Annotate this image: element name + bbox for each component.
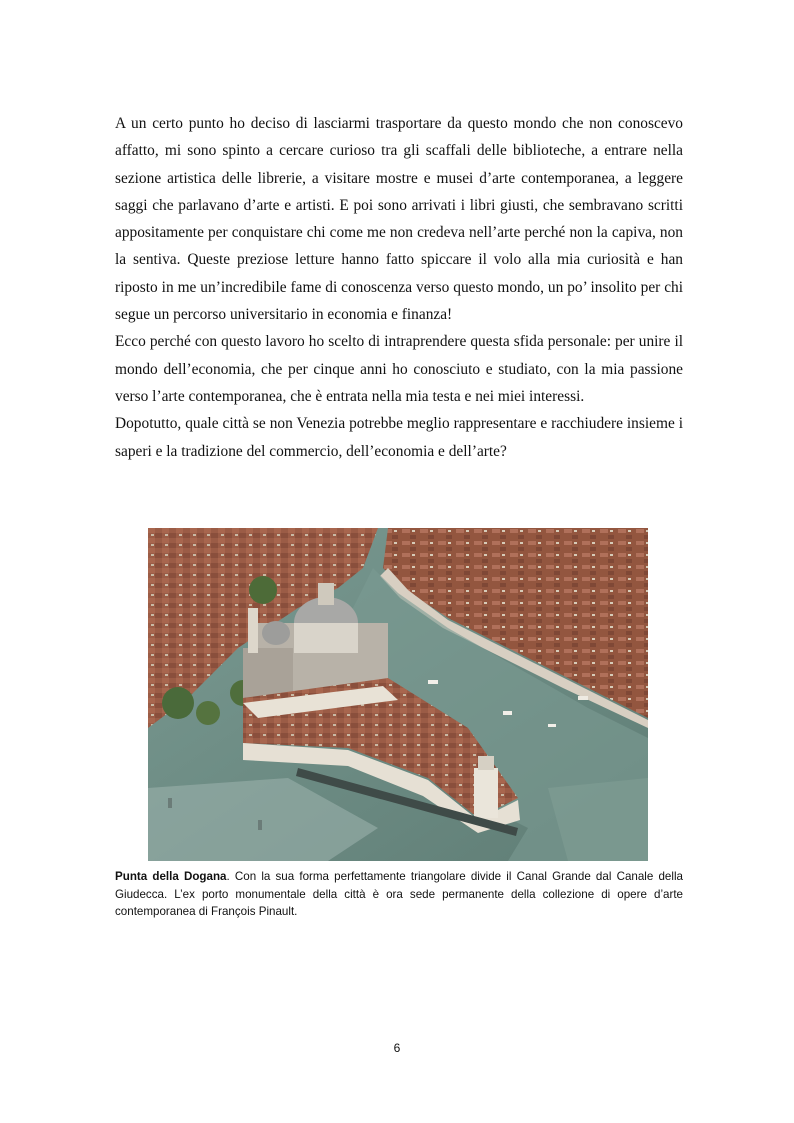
paragraph-3: Dopotutto, quale città se non Venezia potrebbe meglio rappresentare e racchiudere insieme i saperi e la tradizione del commercio, dell’economia e dell’arte?: [115, 415, 683, 460]
body-text: [115, 110, 683, 465]
figure-caption: [115, 868, 683, 921]
venice-aerial-photo: [148, 528, 648, 861]
caption-title: Punta della Dogana: [115, 870, 227, 883]
page-number: 6: [393, 1041, 401, 1055]
paragraph-1: A un certo punto ho deciso di lasciarmi trasportare da questo mondo che non conoscevo affatto, mi sono spinto a cercare curioso tra gli scaffali delle biblioteche, a entrare nella sezione artistica delle librerie, a visitare mostre e musei d’arte contemporanea, a leggere saggi che parlavano d’arte e artisti. E poi sono arrivati i libri giusti, che sembravano scritti appositamente per conquistare chi come me non credeva nell’arte perché non la capiva, non la sentiva. Queste preziose letture hanno fatto spiccare il volo alla mia curiosità e han riposto in me un’incredibile fame di conoscenza verso questo mondo, un po’ insolito per chi segue un percorso universitario in economia e finanza!: [115, 115, 683, 324]
paragraph-2: Ecco perché con questo lavoro ho scelto di intraprendere questa sfida personale: per unire il mondo dell’economia, che per cinque anni ho conosciuto e studiato, con la mia passione verso l’arte contemporanea, che è entrata nella mia testa e nei miei interessi.: [115, 333, 683, 405]
caption-text: . Con la sua forma perfettamente triangolare divide il Canal Grande dal Canale della Giudecca. L’ex porto monumentale della città è ora sede permanente della collezione di opere d’arte contemporanea di François Pinault.: [115, 870, 683, 918]
